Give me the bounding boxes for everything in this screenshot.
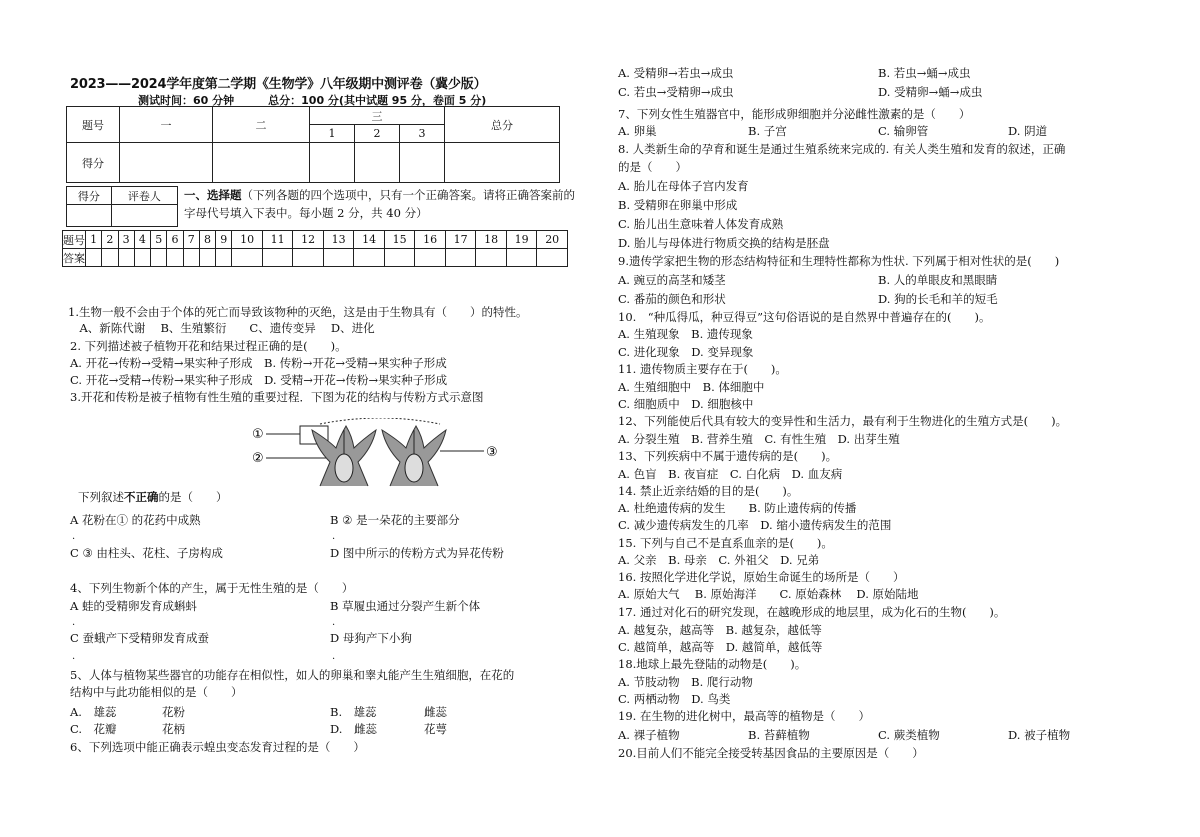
score-table-header: 二 <box>213 107 310 143</box>
question-3-stem: 3.开花和传粉是被子植物有性生殖的重要过程．下图为花的结构与传粉方式示意图 <box>70 390 484 404</box>
scorer-table <box>66 186 178 227</box>
question-line: 11. 遗传物质主要存在于( )。 <box>618 362 787 376</box>
figure-label-2: ② <box>252 451 264 466</box>
option-d: D. 狗的长毛和羊的短毛 <box>878 292 998 306</box>
q3-stem-part: 下列叙述 <box>78 490 124 504</box>
scorer-cell <box>67 205 112 227</box>
question-7-stem: 7、下列女性生殖器官中，能形成卵细胞并分泌雌性激素的是（ ） <box>618 107 971 121</box>
option-a: A. 雄蕊 <box>70 705 117 719</box>
answer-table-label: 答案 <box>63 249 86 267</box>
option-c-second: 花柄 <box>162 722 185 736</box>
question-number: 2 <box>102 231 118 249</box>
question-number: 5 <box>151 231 167 249</box>
question-number: 6 <box>167 231 183 249</box>
option-a: A. 豌豆的高茎和矮茎 <box>618 273 726 287</box>
question-line: C. 减少遗传病发生的几率 D. 缩小遗传病发生的范围 <box>618 518 892 532</box>
question-number: 7 <box>183 231 199 249</box>
option-b: B 草履虫通过分裂产生新个体 <box>330 599 481 613</box>
option-d-second: 花萼 <box>424 722 447 736</box>
scorer-score-label: 得分 <box>67 187 112 205</box>
question-number: 18 <box>476 231 507 249</box>
answer-cell[interactable] <box>537 249 568 267</box>
option-c: C. 番茄的颜色和形状 <box>618 292 726 306</box>
flower-pollination-figure <box>250 418 530 488</box>
option-b: B. 子宫 <box>748 124 787 138</box>
option-d: D 母狗产下小狗 <box>330 631 412 645</box>
dot: . <box>332 617 336 628</box>
question-line: A. 分裂生殖 B. 营养生殖 C. 有性生殖 D. 出芽生殖 <box>618 432 900 446</box>
question-line: A. 生殖细胞中 B. 体细胞中 <box>618 380 765 394</box>
question-number: 8 <box>199 231 215 249</box>
option-a: A 花粉在① 的花药中成熟 <box>70 513 201 527</box>
dot: . <box>332 651 336 662</box>
question-number: 14 <box>354 231 385 249</box>
option-b: B. 人的单眼皮和黑眼睛 <box>878 273 998 287</box>
question-number: 4 <box>134 231 150 249</box>
question-20-stem: 20.目前人们不能完全接受转基因食品的主要原因是（ ） <box>618 746 924 760</box>
question-line: A. 杜绝遗传病的发生 B. 防止遗传病的传播 <box>618 501 857 515</box>
question-8-stem-cont: 的是（ ） <box>618 160 687 174</box>
answer-cell[interactable] <box>354 249 385 267</box>
option-d: D. 阴道 <box>1008 124 1048 138</box>
answer-cell[interactable] <box>151 249 167 267</box>
answer-table-label: 题号 <box>63 231 86 249</box>
answer-cell[interactable] <box>293 249 324 267</box>
question-number: 15 <box>384 231 415 249</box>
option-a: A 蛙的受精卵发育成蝌蚪 <box>70 599 197 613</box>
section-instructions <box>184 186 586 222</box>
question-number: 11 <box>262 231 293 249</box>
score-table-header: 一 <box>120 107 213 143</box>
option-c: C. 胎儿出生意味着人体发育成熟 <box>618 217 784 231</box>
option-b: B. 若虫→蛹→成虫 <box>878 66 971 80</box>
answer-cell[interactable] <box>167 249 183 267</box>
option-d: D. 受精卵→蛹→成虫 <box>878 85 983 99</box>
option-a: A. 裸子植物 <box>618 728 680 742</box>
question-4-stem: 4、下列生物新个体的产生，属于无性生殖的是（ ） <box>70 581 354 595</box>
question-5-stem-cont: 结构中与此功能相似的是（ ） <box>70 685 243 699</box>
question-3-prompt <box>78 489 228 505</box>
question-line: 14. 禁止近亲结婚的目的是( )。 <box>618 484 799 498</box>
question-line: A. 色盲 B. 夜盲症 C. 白化病 D. 血友病 <box>618 467 843 481</box>
score-cell <box>310 143 355 183</box>
answer-cell[interactable] <box>134 249 150 267</box>
question-line: C. 越简单，越高等 D. 越简单，越低等 <box>618 640 823 654</box>
option-a: A. 受精卵→若虫→成虫 <box>618 66 734 80</box>
question-number: 19 <box>506 231 537 249</box>
answer-cell[interactable] <box>102 249 118 267</box>
option-d: D 图中所示的传粉方式为异花传粉 <box>330 546 504 560</box>
question-number: 10 <box>232 231 263 249</box>
question-2-options-ab: A. 开花→传粉→受精→果实种子形成 B. 传粉→开花→受精→果实种子形成 <box>70 356 447 370</box>
score-cell <box>213 143 310 183</box>
q3-stem-end: 的是（ ） <box>158 490 228 504</box>
question-8-stem: 8. 人类新生命的孕育和诞生是通过生殖系统来完成的. 有关人类生殖和发育的叙述，正确 <box>618 142 1066 156</box>
question-9-stem: 9.遗传学家把生物的形态结构特征和生理特性都称为性状. 下列属于相对性状的是( ) <box>618 254 1060 268</box>
question-number: 9 <box>216 231 232 249</box>
question-number: 17 <box>445 231 476 249</box>
option-d: D. 雌蕊 <box>330 722 377 736</box>
score-cell <box>355 143 400 183</box>
option-c: C. 蕨类植物 <box>878 728 940 742</box>
answer-cell[interactable] <box>262 249 293 267</box>
question-line: C. 两栖动物 D. 鸟类 <box>618 692 731 706</box>
score-table-header: 总分 <box>445 107 560 143</box>
score-cell <box>400 143 445 183</box>
section-description: （下列各题的四个选项中，只有一个正确答案。请将正确答案前的字母代号填入下表中。每小题 2 分，共 40 分） <box>184 188 575 220</box>
question-number: 12 <box>293 231 324 249</box>
option-d: D. 胎儿与母体进行物质交换的结构是胚盘 <box>618 236 830 250</box>
option-c: C. 花瓣 <box>70 722 117 736</box>
question-5-stem: 5、人体与植物某些器官的功能存在相似性，如人的卵巢和睾丸能产生生殖细胞，在花的 <box>70 668 515 682</box>
answer-cell[interactable] <box>476 249 507 267</box>
exam-total-score: 总分：100 分(其中试题 95 分，卷面 5 分) <box>268 94 487 107</box>
question-line: A. 生殖现象 B. 遗传现象 <box>618 327 753 341</box>
question-line: 17. 通过对化石的研究发现，在越晚形成的地层里，成为化石的生物( )。 <box>618 605 1006 619</box>
question-2-options-cd: C. 开花→受精→传粉→果实种子形成 D. 受精→开花→传粉→果实种子形成 <box>70 373 448 387</box>
answer-cell[interactable] <box>183 249 199 267</box>
exam-title: 2023——2024学年度第二学期《生物学》八年级期中测评卷（冀少版） <box>70 77 487 92</box>
scorer-cell <box>111 205 177 227</box>
question-line: 13、下列疾病中不属于遗传病的是( )。 <box>618 449 838 463</box>
answer-cell[interactable] <box>323 249 354 267</box>
dot: . <box>72 617 76 628</box>
option-b: B ② 是一朵花的主要部分 <box>330 513 460 527</box>
question-line: C. 进化现象 D. 变异现象 <box>618 345 754 359</box>
score-cell <box>445 143 560 183</box>
option-c: C ③ 由柱头、花柱、子房构成 <box>70 546 223 560</box>
question-number: 13 <box>323 231 354 249</box>
answer-cell[interactable] <box>384 249 415 267</box>
exam-time: 测试时间：60 分钟 <box>138 94 235 107</box>
figure-label-3: ③ <box>486 445 498 460</box>
option-a-second: 花粉 <box>162 705 185 719</box>
dot: . <box>332 531 336 542</box>
dot: . <box>72 531 76 542</box>
answer-cell[interactable] <box>199 249 215 267</box>
question-1-stem: 1.生物一般不会由于个体的死亡而导致该物种的灭绝，这是由于生物具有（ ）的特性。 <box>68 305 528 319</box>
question-1-options: A、新陈代谢 B、生殖繁衍 C、遗传变异 D、进化 <box>68 321 375 335</box>
score-table-sub: 3 <box>400 125 445 143</box>
question-line: A. 越复杂，越高等 B. 越复杂，越低等 <box>618 623 822 637</box>
score-table-sub: 2 <box>355 125 400 143</box>
question-line: C. 细胞质中 D. 细胞核中 <box>618 397 754 411</box>
option-d: D. 被子植物 <box>1008 728 1071 742</box>
question-number: 20 <box>537 231 568 249</box>
score-table <box>66 106 560 183</box>
answer-table <box>62 230 568 267</box>
question-number: 3 <box>118 231 134 249</box>
question-line: 12、下列能使后代具有较大的变异性和生活力，最有利于生物进化的生殖方式是( )。 <box>618 414 1068 428</box>
question-line: A. 节肢动物 B. 爬行动物 <box>618 675 753 689</box>
answer-cell[interactable] <box>415 249 446 267</box>
question-line: 16. 按照化学进化学说，原始生命诞生的场所是（ ） <box>618 570 905 584</box>
dot: . <box>72 651 76 662</box>
option-b: B. 受精卵在卵巢中形成 <box>618 198 738 212</box>
question-line: 15. 下列与自己不是直系血亲的是( )。 <box>618 536 833 550</box>
question-6-stem: 6、下列选项中能正确表示蝗虫变态发育过程的是（ ） <box>70 740 365 754</box>
question-number: 16 <box>415 231 446 249</box>
option-b-second: 雌蕊 <box>424 705 447 719</box>
score-table-row-label: 得分 <box>67 143 120 183</box>
scorer-reviewer-label: 评卷人 <box>111 187 177 205</box>
question-19-stem: 19. 在生物的进化树中，最高等的植物是（ ） <box>618 709 870 723</box>
answer-cell[interactable] <box>86 249 102 267</box>
score-table-sub: 1 <box>310 125 355 143</box>
figure-label-1: ① <box>252 427 264 442</box>
option-a: A. 胎儿在母体子宫内发育 <box>618 179 749 193</box>
answer-cell[interactable] <box>506 249 537 267</box>
score-table-header: 三 <box>310 107 445 125</box>
question-line: 18.地球上最先登陆的动物是( )。 <box>618 657 807 671</box>
question-line: A. 原始大气 B. 原始海洋 C. 原始森林 D. 原始陆地 <box>618 587 919 601</box>
question-line: 10. “种瓜得瓜，种豆得豆”这句俗语说的是自然界中普遍存在的( )。 <box>618 310 991 324</box>
question-line: A. 父亲 B. 母亲 C. 外祖父 D. 兄弟 <box>618 553 820 567</box>
section-heading: 一、选择题 <box>184 188 242 202</box>
option-a: A. 卵巢 <box>618 124 657 138</box>
option-c: C. 若虫→受精卵→成虫 <box>618 85 734 99</box>
answer-cell[interactable] <box>118 249 134 267</box>
question-2-stem: 2. 下列描述被子植物开花和结果过程正确的是( )。 <box>70 339 347 353</box>
q3-stem-emphasis: 不正确 <box>124 490 159 504</box>
score-cell <box>120 143 213 183</box>
option-b: B. 苔藓植物 <box>748 728 810 742</box>
score-table-header: 题号 <box>67 107 120 143</box>
answer-cell[interactable] <box>232 249 263 267</box>
answer-cell[interactable] <box>445 249 476 267</box>
answer-cell[interactable] <box>216 249 232 267</box>
option-b: B. 雄蕊 <box>330 705 377 719</box>
question-number: 1 <box>86 231 102 249</box>
option-c: C 蚕蛾产下受精卵发育成蚕 <box>70 631 209 645</box>
option-c: C. 输卵管 <box>878 124 929 138</box>
